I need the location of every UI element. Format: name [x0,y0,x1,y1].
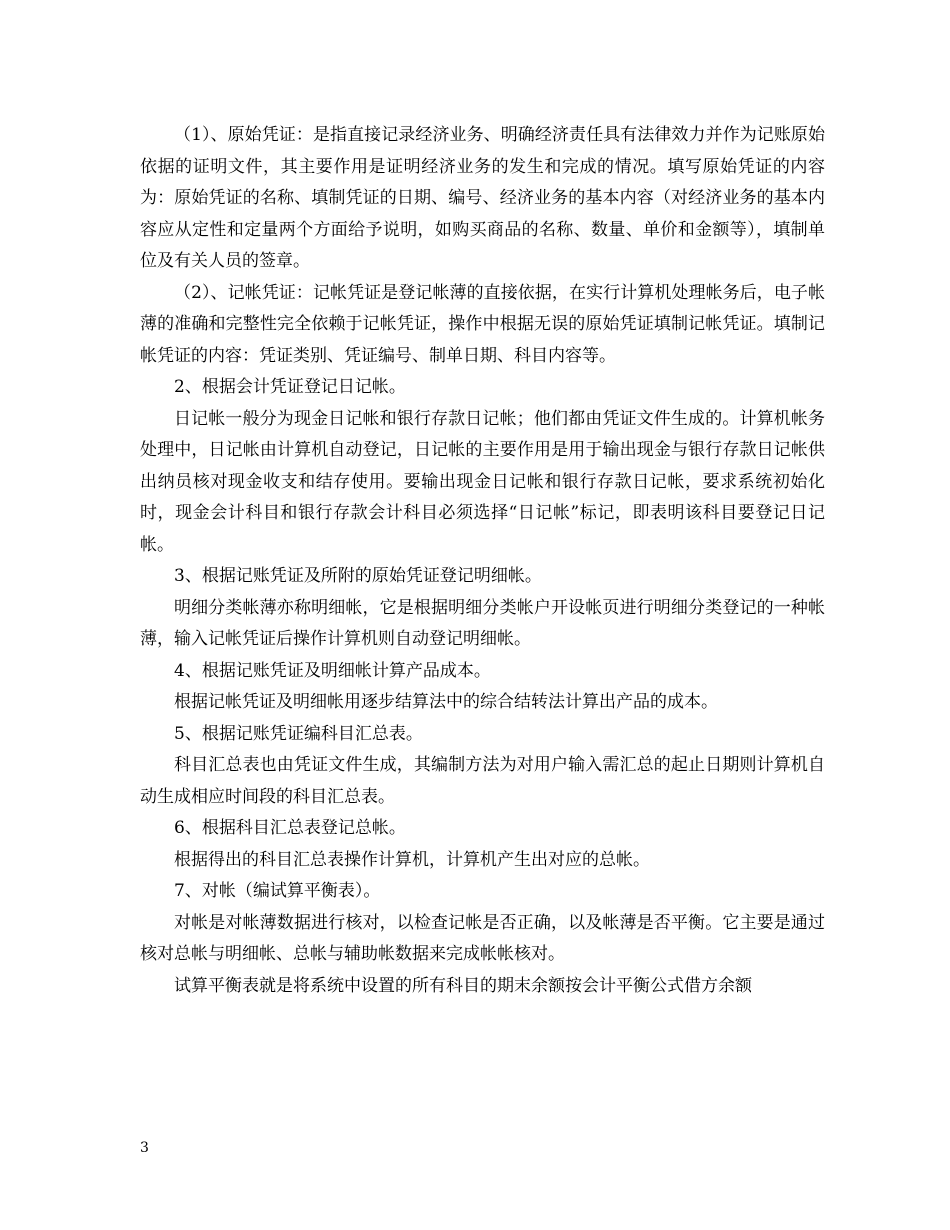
heading-step-7: 7、对帐（编试算平衡表）。 [174,881,381,901]
heading-step-2: 2、根据会计凭证登记日记帐。 [174,377,406,397]
paragraph-product-cost: 根据记帐凭证及明细帐用逐步结算法中的综合结转法计算出产品的成本。 [174,692,718,712]
paragraph-reconciliation: 对帐是对帐薄数据进行核对，以检查记帐是否正确，以及帐薄是否平衡。它主要是通过核对总帐与明细帐、总帐与辅助帐数据来完成帐帐核对。 [140,912,825,964]
page-number: 3 [140,1140,149,1156]
paragraph-summary-table: 科目汇总表也由凭证文件生成，其编制方法为对用户输入需汇总的起止日期则计算机自动生成相应时间段的科目汇总表。 [140,755,825,807]
heading-step-5: 5、根据记账凭证编科目汇总表。 [174,723,423,744]
paragraph-trial-balance: 试算平衡表就是将系统中设置的所有科目的期末余额按会计平衡公式借方余额 [174,975,752,996]
paragraph-original-voucher: （1）、原始凭证：是指直接记录经济业务、明确经济责任具有法律效力并作为记账原始依据的证明文件，其主要作用是证明经济业务的发生和完成的情况。填写原始凭证的内容为：原始凭证的名称、填制凭证的日期、编号、经济业务的基本内容（对经济业务的基本内容应从定性和定量两个方面给予说明，如购买商品的名称、数量、单价和金额等），填制单位及有关人员的签章。 [140,125,825,271]
paragraph-general-ledger: 根据得出的科目汇总表操作计算机，计算机产生出对应的总帐。 [174,849,650,870]
body-text [140,120,825,1002]
heading-step-3: 3、根据记账凭证及所附的原始凭证登记明细帐。 [174,566,542,586]
heading-step-6: 6、根据科目汇总表登记总帐。 [174,818,406,838]
paragraph-detail-ledger: 明细分类帐薄亦称明细帐，它是根据明细分类帐户开设帐页进行明细分类登记的一种帐薄，输入记帐凭证后操作计算机则自动登记明细帐。 [140,597,825,649]
paragraph-journal: 日记帐一般分为现金日记帐和银行存款日记帐；他们都由凭证文件生成的。计算机帐务处理中，日记帐由计算机自动登记，日记帐的主要作用是用于输出现金与银行存款日记帐供出纳员核对现金收支和结存使用。要输出现金日记帐和银行存款日记帐，要求系统初始化时，现金会计科目和银行存款会计科目必须选择“日记帐”标记，即表明该科目要登记日记帐。 [140,408,825,555]
heading-step-4: 4、根据记账凭证及明细帐计算产品成本。 [174,660,491,681]
paragraph-accounting-voucher: （2）、记帐凭证：记帐凭证是登记帐薄的直接依据，在实行计算机处理帐务后，电子帐薄的准确和完整性完全依赖于记帐凭证，操作中根据无误的原始凭证填制记帐凭证。填制记帐凭证的内容：凭证类别、凭证编号、制单日期、科目内容等。 [140,282,825,366]
